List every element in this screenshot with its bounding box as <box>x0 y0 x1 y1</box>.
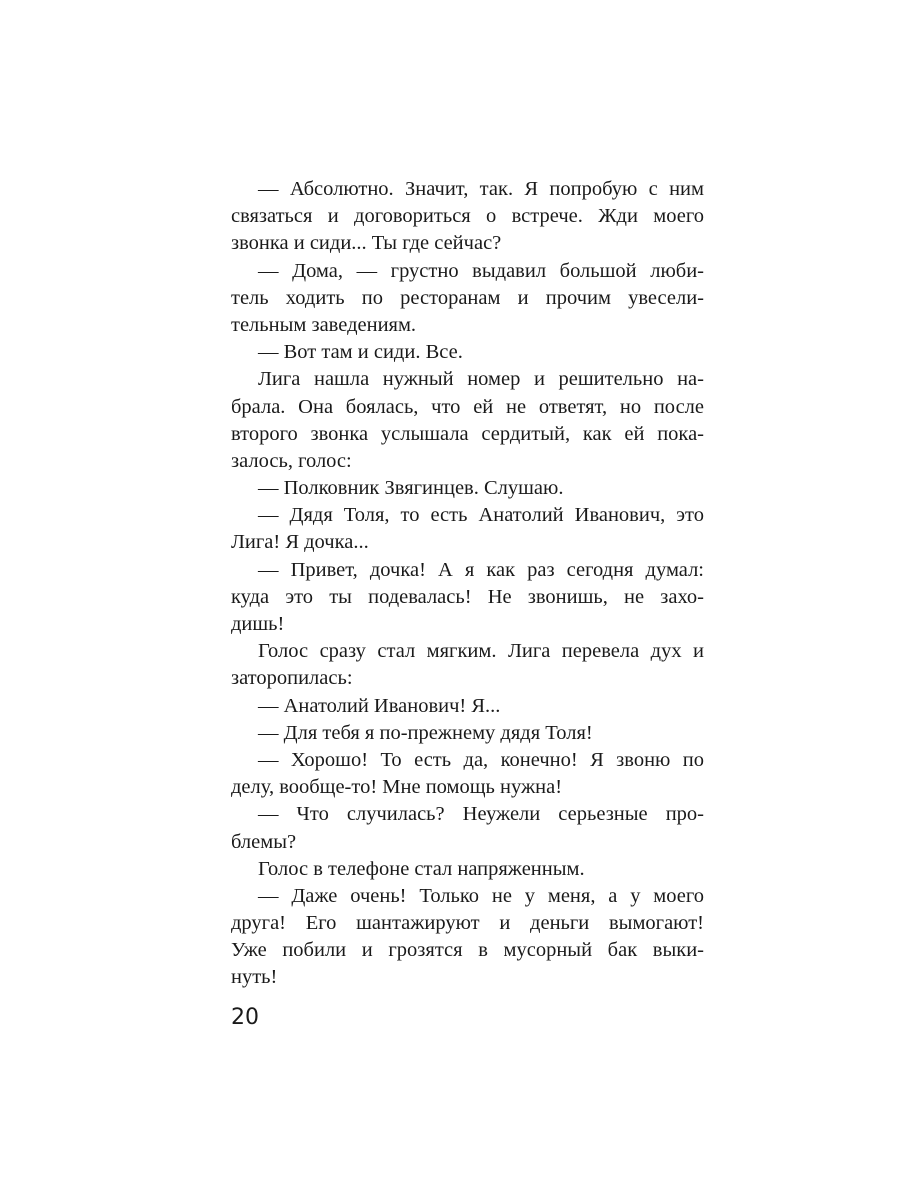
text-line: — Полковник Звягинцев. Слушаю. <box>258 477 564 500</box>
text-line: делу, вообще-то! Мне помощь нужна! <box>231 776 563 799</box>
text-line: — Что случилась? Неужели серьезные про- <box>258 803 704 826</box>
page-number: 20 <box>231 1005 259 1030</box>
text-line: — Хорошо! То есть да, конечно! Я звоню по <box>258 748 704 771</box>
text-line: — Анатолий Иванович! Я... <box>258 694 501 717</box>
text-line: — Для тебя я по-прежнему дядя Толя! <box>258 721 593 744</box>
text-line: второго звонка услышала сердитый, как ей пока- <box>231 422 704 445</box>
body-text <box>231 176 704 992</box>
text-line: Уже побили и грозятся в мусорный бак выки- <box>231 939 704 962</box>
text-line: — Вот там и сиди. Все. <box>258 341 463 364</box>
text-line: — Привет, дочка! А я как раз сегодня думал: <box>258 558 704 581</box>
text-line: блемы? <box>231 830 297 853</box>
text-line: дишь! <box>231 613 285 635</box>
text-line: связаться и договориться о встрече. Жди моего <box>231 205 704 228</box>
text-line: звонка и сиди... Ты где сейчас? <box>231 232 502 255</box>
text-line: — Абсолютно. Значит, так. Я попробую с ним <box>258 178 704 200</box>
text-line: Лига! Я дочка... <box>231 531 369 554</box>
text-line: — Дядя Толя, то есть Анатолий Иванович, это <box>258 504 704 527</box>
text-line: тельным заведениям. <box>231 313 417 336</box>
text-line: Голос сразу стал мягким. Лига перевела дух и <box>258 640 704 663</box>
text-line: — Дома, — грустно выдавил большой люби- <box>258 259 704 282</box>
text-line: заторопилась: <box>231 667 353 690</box>
text-line: друга! Его шантажируют и деньги вымогают! <box>231 912 704 935</box>
text-line: куда это ты подевалась! Не звонишь, не захо- <box>231 585 704 608</box>
text-line: брала. Она боялась, что ей не ответят, но после <box>231 395 704 418</box>
text-line: залось, голос: <box>231 449 352 472</box>
text-line: Голос в телефоне стал напряженным. <box>258 857 585 880</box>
text-line: — Даже очень! Только не у меня, а у моего <box>258 884 704 907</box>
text-line: Лига нашла нужный номер и решительно на- <box>258 368 704 391</box>
text-line: тель ходить по ресторанам и прочим увесели- <box>231 286 704 309</box>
text-line: нуть! <box>231 966 278 989</box>
